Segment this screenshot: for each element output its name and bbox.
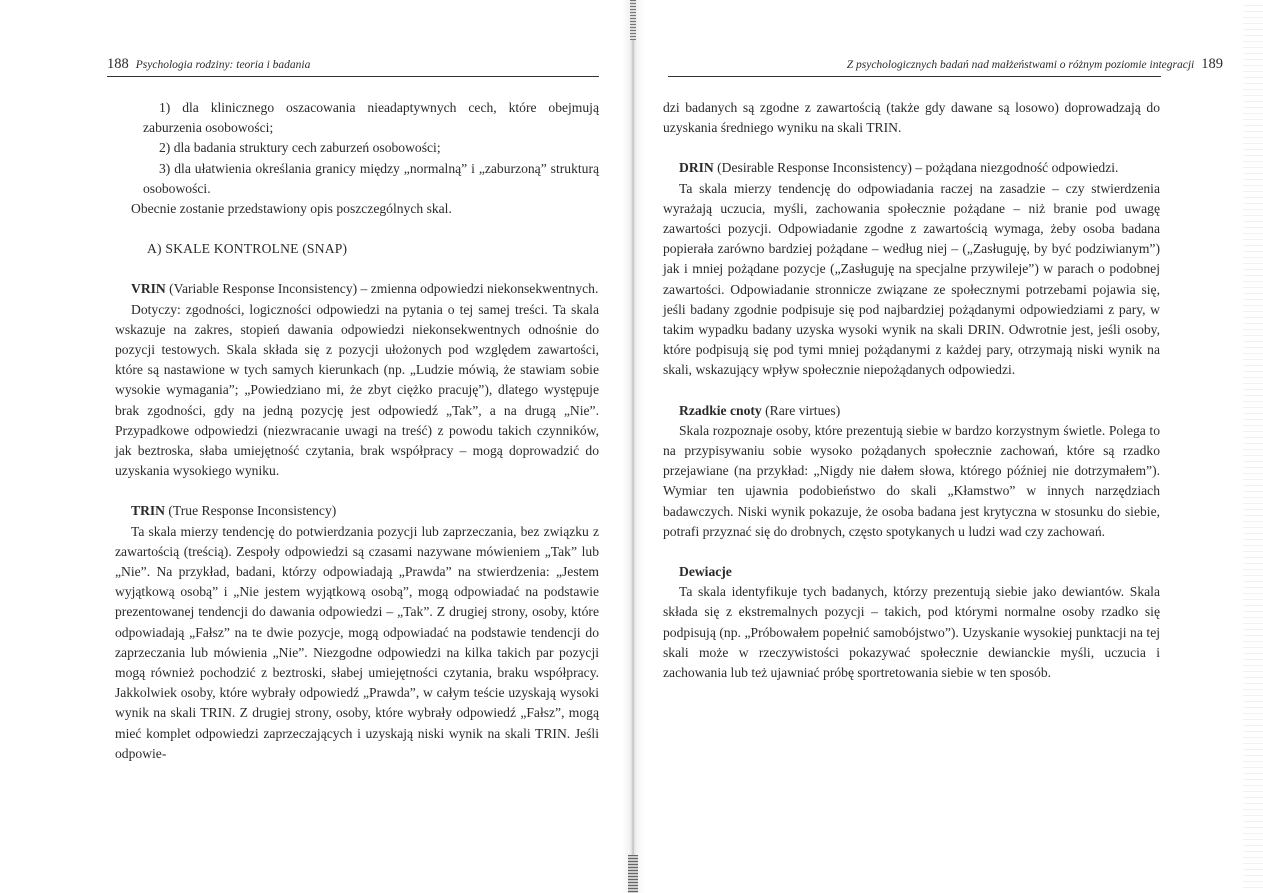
right-running-header [847,56,1223,73]
vrin-definition: (Variable Response Inconsistency) – zmienna odpowiedzi niekonsekwentnych. [169,281,599,297]
left-header-rule [107,76,599,77]
trin-heading [115,501,599,521]
trin-term: TRIN [131,503,165,519]
vrin-heading [115,279,599,299]
list-item: 2) dla badania struktury cech zaburzeń osobowości; [159,140,441,156]
left-body [115,98,599,764]
list-item: 3) dla ułatwienia określania granicy między „normalną” i „zaburzoną” strukturą osobowości. [143,160,599,196]
deviance-term: Dewiacje [679,564,732,580]
drin-term: DRIN [679,160,714,176]
rare-virtues-heading [663,401,1160,421]
deviance-heading [663,562,1160,582]
right-body [663,98,1160,683]
drin-definition: (Desirable Response Inconsistency) – pożądana niezgodność odpowiedzi. [717,160,1119,176]
rare-virtues-body: Skala rozpoznaje osoby, które prezentują siebie w bardzo korzystnym świetle. Polega to na przypisywaniu sobie wysoko pożądanych społecznie zachowań, które są rzadko przejawiane (na przykład: „Nigdy nie dałem słowa, którego później nie dotrzymałem”). Wymiar ten ujawnia podobieństwo do skali „Kłamstwo” w innych narzędziach badawczych. Niski wynik pokazuje, że osoba badana jest krytyczna w stosunku do siebie, potrafi przyznać się do drobnych, często spotykanych u ludzi wad czy zachowań. [663,422,1160,539]
right-header-title: Z psychologicznych badań nad małżeństwami o różnym poziomie integracji [846,59,1195,71]
vrin-term: VRIN [131,281,166,297]
intro-paragraph: Obecnie zostanie przedstawiony opis poszczególnych skal. [131,201,452,217]
rare-virtues-term: Rzadkie cnoty [679,402,762,418]
left-page-number: 188 [107,56,129,72]
section-title: A) SKALE KONTROLNE (SNAP) [147,241,348,257]
left-page [0,0,630,893]
right-header-rule [668,76,1161,77]
trin-definition: (True Response Inconsistency) [168,503,337,519]
trin-body: Ta skala mierzy tendencję do potwierdzania pozycji lub zaprzeczania, bez związku z zawartością (treścią). Zespoły odpowiedzi są czasami nazywane mówieniem „Tak” lub „Nie”. Na przykład, badani, którzy odpowiadają „Prawda” na stwierdzenia: „Jestem wyjątkową osobą” i „Nie jestem wyjątkową osobą”, mogą odpowiadać na podstawie prezentowanej tendencji do dawania odpowiedzi – „Tak”. Z drugiej strony, osoby, które odpowiadają „Fałsz” na te dwie pozycje, mogą odpowiadać na podstawie tendencji do zaprzeczania lub mówienia „Nie”. Niezgodne odpowiedzi na kilka takich par pozycji mogą również pochodzić z beztroski, słabej umiejętności czytania, braku współpracy. Jakkolwiek osoby, które wybrały odpowiedź „Prawda”, w całym teście uzyskają wysoki wynik na skali TRIN. Z drugiej strony, osoby, które wybrały odpowiedź „Fałsz”, mogą mieć komplet odpowiedzi zaprzeczających i uzyskają niski wynik na skali TRIN. Jeśli odpowie- [115,523,599,761]
right-page [633,0,1263,893]
vrin-body: Dotyczy: zgodności, logiczności odpowiedzi na pytania o tej samej treści. Ta skala wskazuje na zakres, stopień dawania odpowiedzi niekonsekwentnych odnośnie do pozycji testowych. Skala składa się z pozycji ułożonych pod względem zawartości, które są nastawione w tych samych kierunkach (np. „Ludzie mówią, że stawiam sobie wysokie wymagania”; „Powiedziano mi, że zbyt ciężko pracuję”), dlatego występuje brak zgodności, gdy na jedną pozycję jest odpowiedź „Tak”, a na drugą „Nie”. Przypadkowe odpowiedzi (niezwracanie uwagi na treść) z powodu takich czynników, jak beztroska, słaba umiejętność czytania, brak współpracy – mogą doprowadzić do uzyskania wysokiego wyniku. [115,301,599,479]
right-page-number: 189 [1201,56,1223,72]
list-item: 1) dla klinicznego oszacowania nieadaptywnych cech, które obejmują zaburzenia osobowości; [143,100,599,136]
left-header-title: Psychologia rodziny: teoria i badania [135,59,311,71]
rare-virtues-definition: (Rare virtues) [765,402,841,418]
left-running-header [107,56,310,73]
drin-heading [663,158,1160,178]
drin-body: Ta skala mierzy tendencję do odpowiadania raczej na zasadzie – czy stwierdzenia wyrażają uczucia, myśli, zachowania społecznie pożądane – niż branie pod uwagę zawartości pozycji. Odpowiadanie zgodne z zawartością wymaga, żeby osoba badana popierała zarówno bardziej pożądane – według niej – („Zasługuję, by być podziwianym”) jak i mniej pożądane pozycje („Zasługuję na specjalne przywileje”) w parach o podobnej zawartości. Odpowiadanie stronnicze związane ze społecznymi potrzebami pojawia się, jeśli badany zgodnie podpisuje się pod najbardziej pożądanymi odpowiedziami z pary, w takim wypadku badany uzyska wysoki wynik na skali DRIN. Odwrotnie jest, jeśli osoby, które podpisują się pod tymi mniej pożądanymi z każdej pary, otrzymają niski wynik na skali, wskazujący wpływ społecznie niepożądanych odpowiedzi. [663,180,1160,378]
continuation-paragraph: dzi badanych są zgodne z zawartością (także gdy dawane są losowo) doprowadzają do uzyskania średniego wyniku na skali TRIN. [663,100,1160,136]
deviance-body: Ta skala identyfikuje tych badanych, którzy prezentują siebie jako dewiantów. Skala składa się z ekstremalnych pozycji – takich, pod którymi normalne osoby rzadko się podpisują (np. „Próbowałem popełnić samobójstwo”). Uzyskanie wysokiej punktacji na tej skali może w rzeczywistości pokazywać społecznie dewianckie myśli, uczucia i zachowania lub też ujawniać próbę sportretowania siebie w ten sposób. [663,584,1160,681]
